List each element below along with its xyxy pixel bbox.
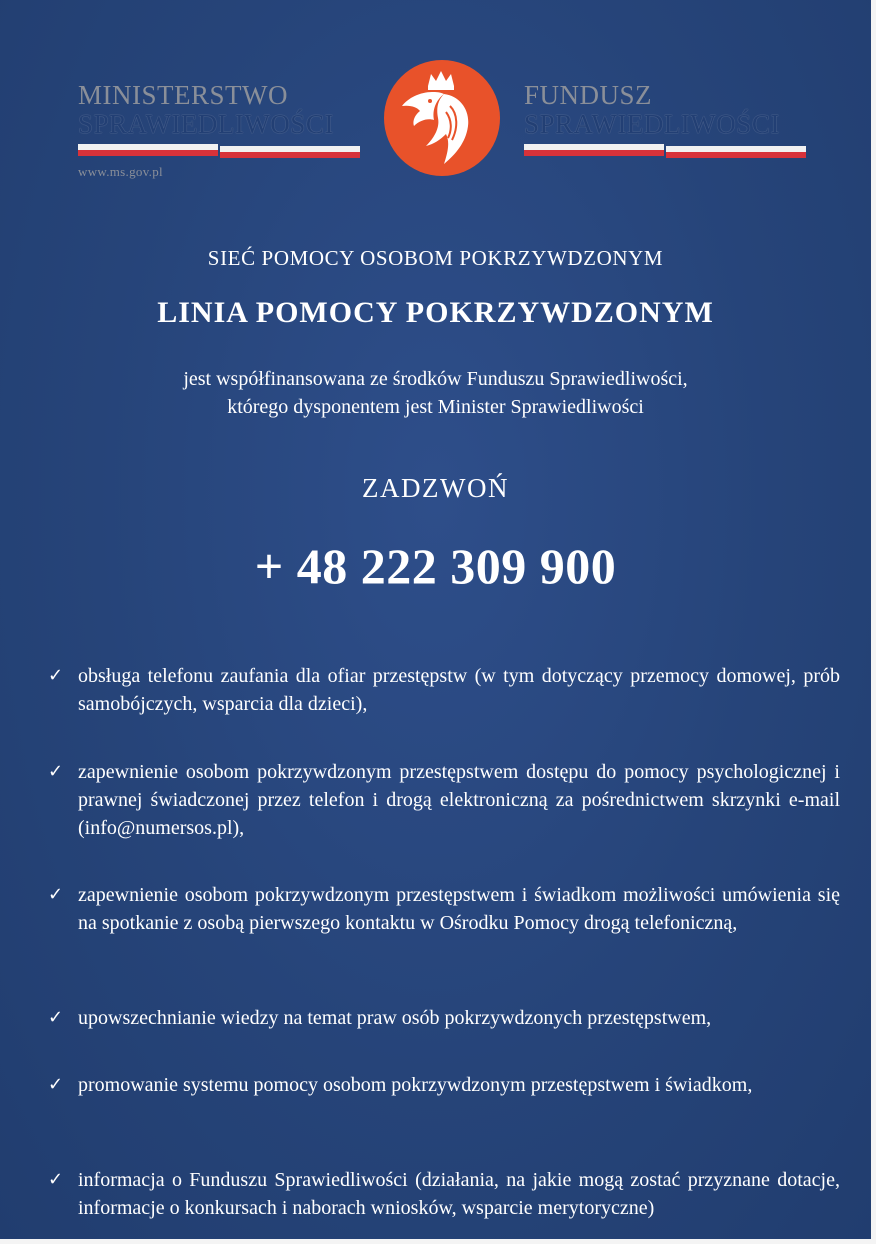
- eagle-emblem-icon: [384, 60, 500, 176]
- ministry-name-line1: MINISTERSTWO: [78, 80, 288, 110]
- call-label: ZADZWOŃ: [362, 473, 509, 503]
- list-item-text: zapewnienie osobom pokrzywdzonym przestępstwem i świadkom możliwości umówienia się na spotkanie z osobą pierwszego kontaktu w Ośrodku Pomocy drogą telefoniczną,: [78, 884, 840, 934]
- list-item-text: obsługa telefonu zaufania dla ofiar przestępstw (w tym dotyczący przemocy domowej, prób samobójczych, wsparcia dla dzieci),: [78, 665, 840, 715]
- fund-logo: [524, 80, 808, 158]
- check-icon: ✓: [48, 761, 64, 782]
- description-line-1: jest współfinansowana ze środków Funduszu Sprawiedliwości,: [183, 368, 688, 390]
- fund-name-line2: SPRAWIEDLIWOŚCI: [524, 109, 780, 139]
- list-item-text: upowszechnianie wiedzy na temat praw osób pokrzywdzonych przestępstwem,: [78, 1007, 712, 1029]
- check-icon: ✓: [48, 1007, 64, 1028]
- ministry-flag-stripes: [78, 144, 360, 158]
- check-icon: ✓: [48, 884, 64, 905]
- scan-edge-right: [871, 0, 876, 1244]
- list-item-text: promowanie systemu pomocy osobom pokrzywdzonym przestępstwem i świadkom,: [78, 1074, 753, 1096]
- check-icon: ✓: [48, 1169, 64, 1190]
- page-title: LINIA POMOCY POKRZYWDZONYM: [157, 296, 714, 329]
- ministry-logo: [78, 80, 360, 158]
- fund-flag-stripes: [524, 144, 808, 158]
- scan-edge-bottom: [0, 1239, 876, 1244]
- list-item-text: informacja o Funduszu Sprawiedliwości (działania, na jakie mogą zostać przyznane dotacje, informacje o konkursach i naborach wniosków, wsparcie merytoryczne): [78, 1169, 840, 1219]
- description-line-2: którego dysponentem jest Minister Sprawiedliwości: [227, 396, 644, 418]
- check-icon: ✓: [48, 665, 64, 686]
- ministry-name-line2: SPRAWIEDLIWOŚCI: [78, 109, 334, 139]
- funding-description: [0, 365, 871, 421]
- list-item-text: zapewnienie osobom pokrzywdzonym przestępstwem dostępu do pomocy psychologicznej i prawnej świadczonej przez telefon i drogą elektroniczną za pośrednictwem skrzynki e-mail (info@numersos.pl),: [78, 761, 840, 839]
- check-icon: ✓: [48, 1074, 64, 1095]
- fund-name-line1: FUNDUSZ: [524, 80, 653, 110]
- phone-number: + 48 222 309 900: [254, 538, 617, 594]
- website-url: www.ms.gov.pl: [78, 164, 163, 179]
- network-subtitle: SIEĆ POMOCY OSOBOM POKRZYWDZONYM: [207, 246, 664, 270]
